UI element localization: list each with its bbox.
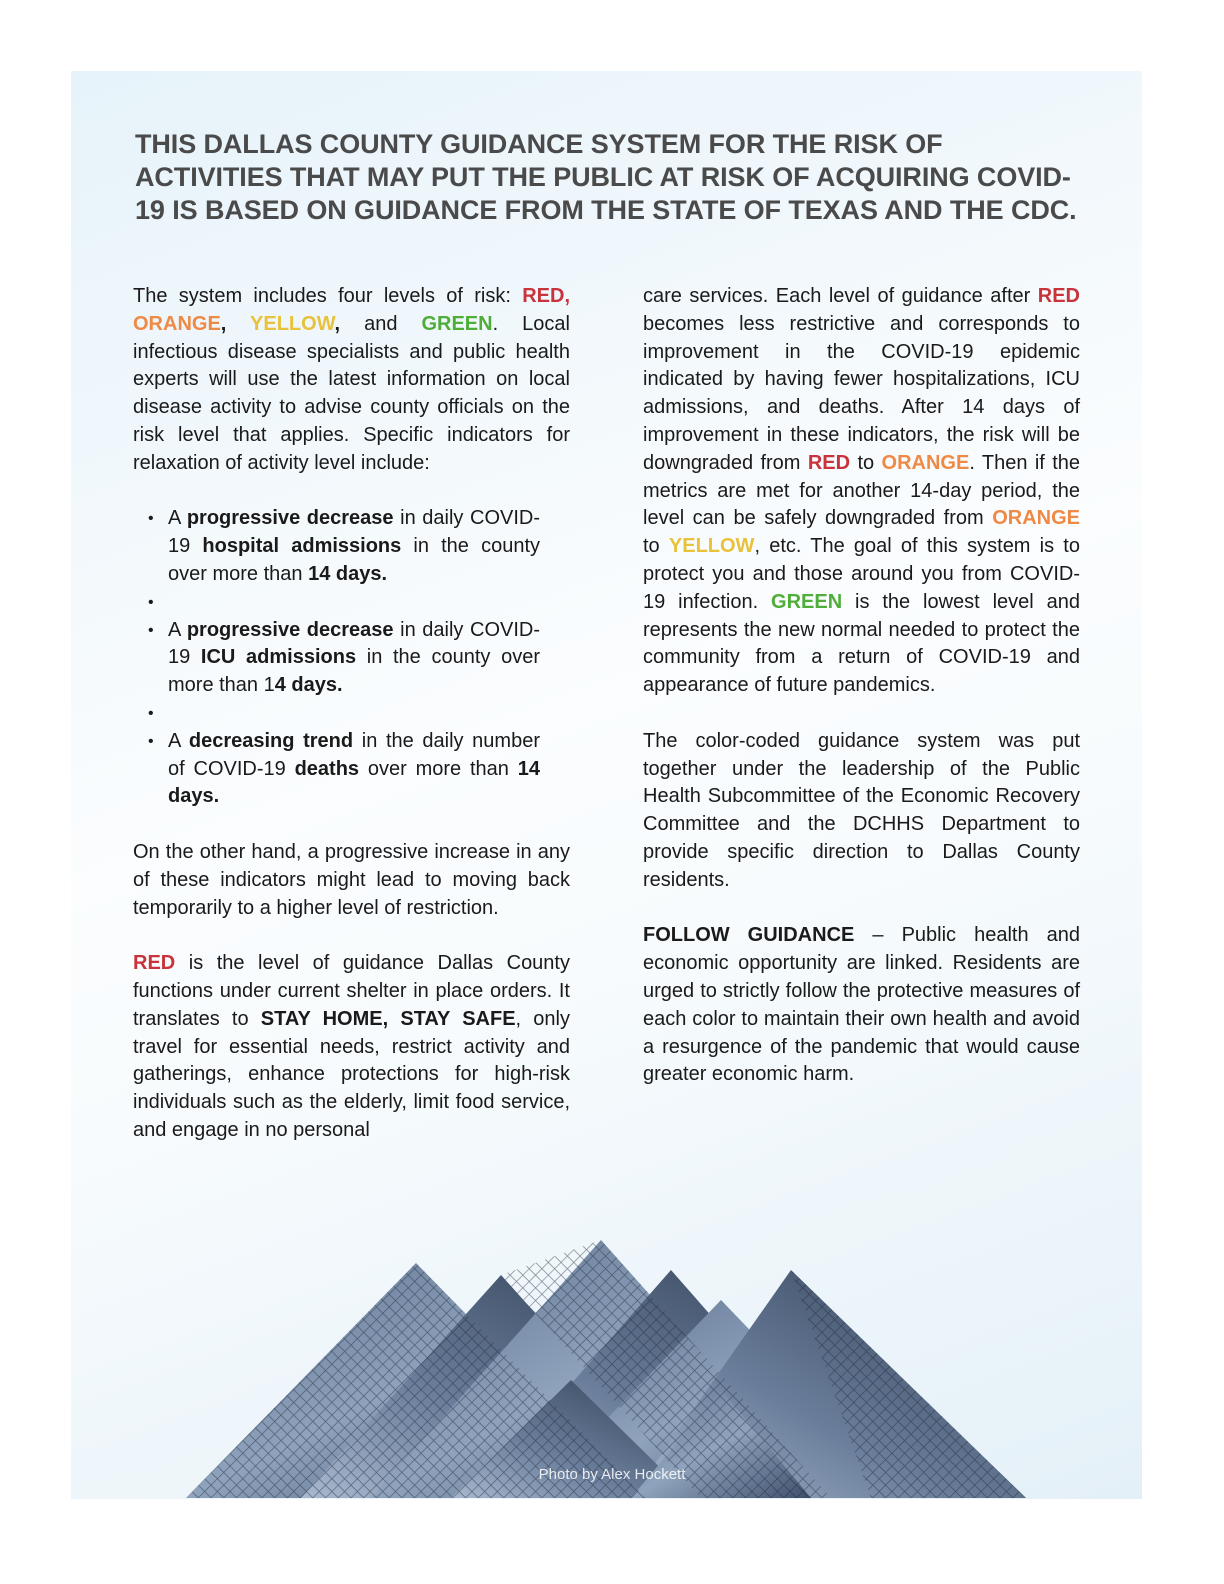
red-level-paragraph: RED is the level of guidance Dallas County functions under current shelter in place orders. It translates to STAY HOME, STAY SAFE, only travel for essential needs, restrict activity and gatherings, enhance protections for high-risk individuals such as the elderly, limit food service, and engage in no personal <box>133 952 570 1141</box>
left-column <box>133 283 570 1145</box>
leadership-paragraph: The color-coded guidance system was put together under the leadership of the Public Health Subcommittee of the Economic Recovery Committee and the DCHHS Department to provide specific direction to Dallas County residents. <box>643 729 1080 891</box>
photo-credit: Photo by Alex Hockett <box>538 1466 686 1483</box>
follow-guidance-paragraph: FOLLOW GUIDANCE – Public health and economic opportunity are linked. Residents are urged to strictly follow the protective measures of each color to maintain their own health and avoid a resurgence of the pandemic that would cause greater economic harm. <box>643 924 1080 1086</box>
list-item: • A progressive decrease in daily COVID-19 ICU admissions in the county over more than 14 days. <box>148 617 540 700</box>
building-photo <box>71 1230 1142 1500</box>
pyramid-facades <box>71 1230 1142 1500</box>
headline: THIS DALLAS COUNTY GUIDANCE SYSTEM FOR THE RISK OF ACTIVITIES THAT MAY PUT THE PUBLIC AT RISK OF ACQUIRING COVID-19 IS BASED ON GUIDANCE FROM THE STATE OF TEXAS AND THE CDC. <box>135 129 1077 225</box>
intro-paragraph: The system includes four levels of risk: RED, ORANGE, YELLOW, and GREEN. Local infectious disease specialists and public health experts will use the latest information on local disease activity to advise county officials on the risk level that applies. Specific indicators for relaxation of activity level include: <box>133 285 570 474</box>
list-item: • A decreasing trend in the daily number of COVID-19 deaths over more than 14 days. <box>148 728 540 811</box>
increase-paragraph: On the other hand, a progressive increase in any of these indicators might lead to moving back temporarily to a higher level of restriction. <box>133 840 570 919</box>
levels-paragraph: care services. Each level of guidance after RED becomes less restrictive and corresponds to improvement in the COVID-19 epidemic indicated by having fewer hospitalizations, ICU admissions, and deaths. After 14 days of improvement in these indicators, the risk will be downgraded from RED to ORANGE. Then if the metrics are met for another 14-day period, the level can be safely downgraded from ORANGE to YELLOW, etc. The goal of this system is to protect you and those around you from COVID-19 infection. GREEN is the lowest level and represents the new normal needed to protect the community from a return of COVID-19 and appearance of future pandemics. <box>643 285 1081 697</box>
list-item: • A progressive decrease in daily COVID-19 hospital admissions in the county over more than 14 days. <box>148 505 540 588</box>
right-column <box>643 283 1080 1089</box>
indicator-list <box>148 505 540 811</box>
